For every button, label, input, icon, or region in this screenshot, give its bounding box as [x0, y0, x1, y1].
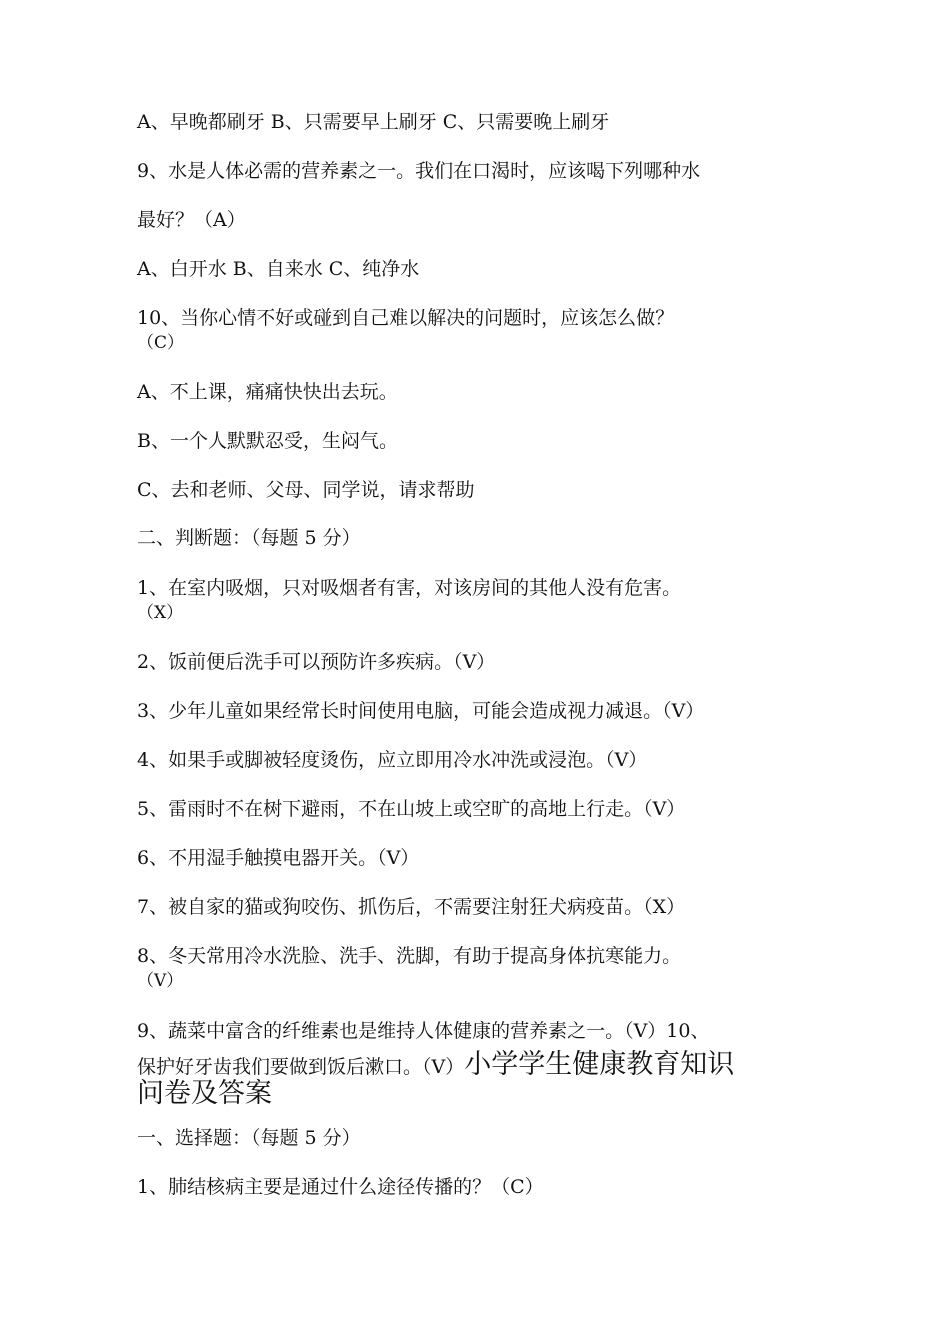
- section2-heading: 二、判断题：（每题 5 分）: [137, 527, 361, 549]
- tf-q1-answer: （X）: [137, 603, 184, 623]
- tf-q10-line2: [137, 1050, 734, 1080]
- tf-q7: 7、被自家的猫或狗咬伤、抓伤后，不需要注射狂犬病疫苗。（X）: [137, 896, 686, 918]
- q9-text-line1: 9、水是人体必需的营养素之一。我们在口渴时，应该喝下列哪种水: [137, 160, 701, 182]
- tf-q1: 1、在室内吸烟，只对吸烟者有害，对该房间的其他人没有危害。: [137, 577, 682, 599]
- document-title-part1: 小学学生健康教育知识: [464, 1049, 735, 1080]
- q9-options: A、白开水 B、自来水 C、纯净水: [137, 258, 420, 280]
- tf-q3: 3、少年儿童如果经常长时间使用电脑，可能会造成视力减退。（V）: [137, 700, 705, 722]
- q10-option-a: A、不上课，痛痛快快出去玩。: [137, 381, 398, 403]
- document-title-part2: 问卷及答案: [137, 1078, 272, 1109]
- mc-q1: 1、肺结核病主要是通过什么途径传播的？（C）: [137, 1176, 544, 1198]
- q10-text: 10、当你心情不好或碰到自己难以解决的问题时，应该怎么做？: [137, 307, 675, 329]
- q9-text-line2: 最好？（A）: [137, 209, 246, 231]
- tf-q5: 5、雷雨时不在树下避雨，不在山坡上或空旷的高地上行走。（V）: [137, 798, 686, 820]
- section1-heading: 一、选择题：（每题 5 分）: [137, 1127, 361, 1149]
- q8-options: A、早晚都刷牙 B、只需要早上刷牙 C、只需要晚上刷牙: [137, 111, 610, 133]
- tf-q8: 8、冬天常用冷水洗脸、洗手、洗脚，有助于提高身体抗寒能力。: [137, 945, 682, 967]
- tf-q8-answer: （V）: [137, 971, 184, 991]
- q10-answer: （C）: [137, 333, 185, 353]
- tf-q4: 4、如果手或脚被轻度烫伤，应立即用冷水冲洗或浸泡。（V）: [137, 749, 648, 771]
- tf-q9-q10-line: 9、蔬菜中富含的纤维素也是维持人体健康的营养素之一。（V）10、: [137, 1020, 710, 1042]
- tf-q2: 2、饭前便后洗手可以预防许多疾病。（V）: [137, 651, 496, 673]
- q10-option-c: C、去和老师、父母、同学说，请求帮助: [137, 479, 475, 501]
- tf-q10-text: 保护好牙齿我们要做到饭后漱口。（V）: [137, 1056, 465, 1078]
- q10-option-b: B、一个人默默忍受，生闷气。: [137, 430, 398, 452]
- tf-q6: 6、不用湿手触摸电器开关。（V）: [137, 847, 420, 869]
